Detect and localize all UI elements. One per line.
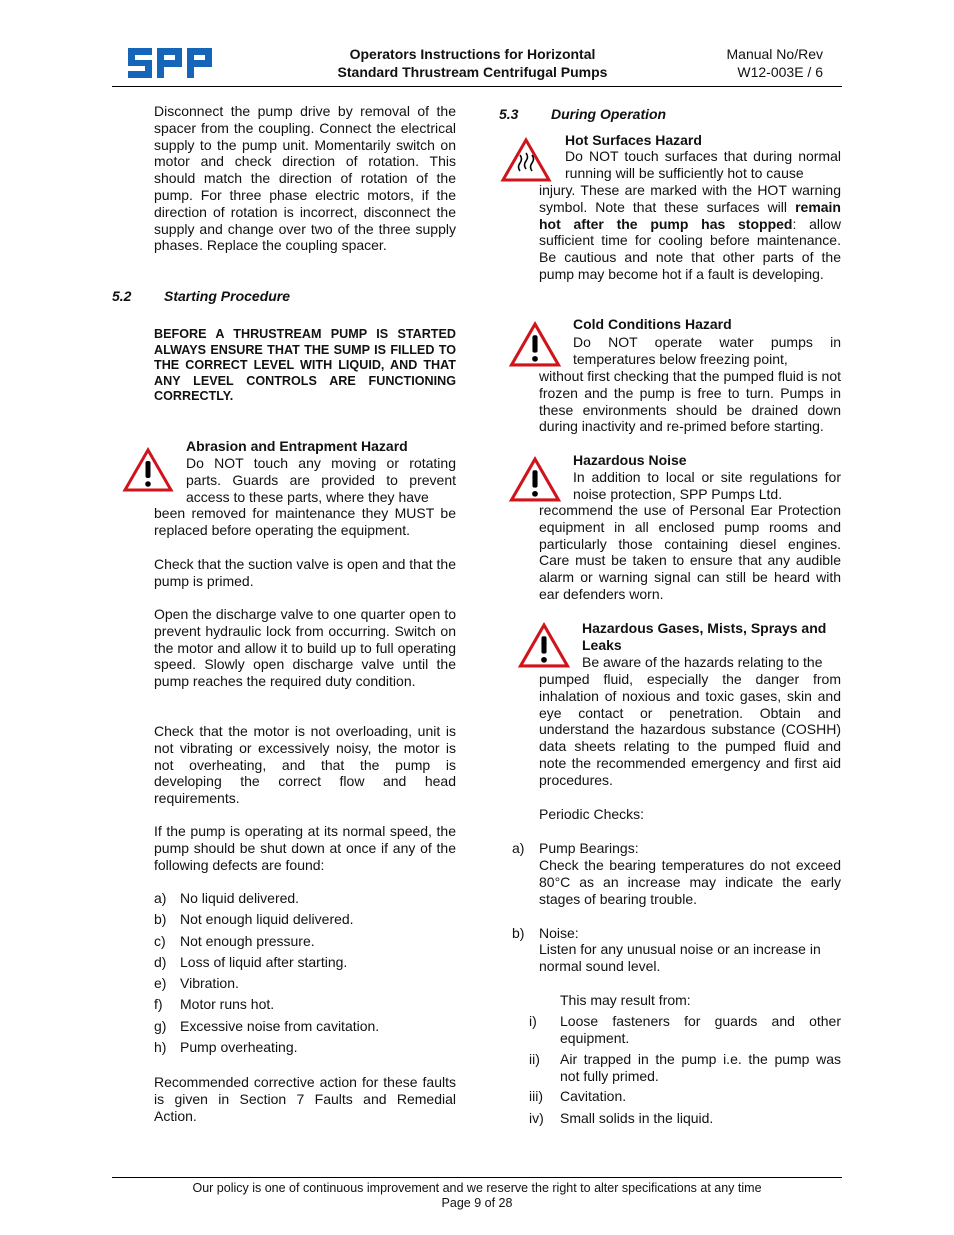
page-number: Page 9 of 28	[441, 1196, 513, 1210]
warning-triangle-icon	[122, 447, 174, 493]
footer-policy: Our policy is one of continuous improvement and we reserve the right to alter specifications at any time	[192, 1181, 762, 1195]
shutdown-paragraph: If the pump is operating at its normal speed, the pump should be shut down at once if any of the following defects are found:	[154, 823, 456, 873]
section-title: Starting Procedure	[164, 288, 291, 304]
list-item	[154, 995, 456, 1016]
spp-logo	[128, 48, 212, 83]
abrasion-hazard-text: Do NOT touch any moving or rotating parts. Guards are provided to prevent access to these parts, where they have	[186, 455, 456, 505]
title-line-2: Standard Thrustream Centrifugal Pumps	[337, 64, 608, 80]
list-label: h)	[154, 1039, 167, 1056]
causes-list	[529, 1013, 841, 1132]
list-text: Pump overheating.	[180, 1039, 298, 1056]
list-item	[529, 1110, 841, 1132]
hazardous-gases-text-continued: pumped fluid, especially the danger from inhalation of noxious and toxic gases, skin and eye contact or penetration. Obtain and understand the hazardous substance (COSHH) data sheets relating to the pumped fluid and note the recommended emergency and first aid procedures.	[539, 671, 841, 788]
hot-surfaces-text-continued	[539, 182, 841, 283]
pump-bearings-title: Pump Bearings:	[539, 840, 639, 856]
list-item	[154, 889, 456, 910]
list-label: e)	[154, 975, 167, 992]
list-text: Excessive noise from cavitation.	[180, 1017, 380, 1034]
hot-surfaces-text: Do NOT touch surfaces that during normal running will be sufficiently hot to cause	[565, 148, 841, 181]
list-item	[154, 1038, 456, 1059]
noise-title: Noise:	[539, 925, 579, 941]
intro-paragraph: Disconnect the pump drive by removal of the spacer from the coupling. Connect the electrical supply to the pump unit. Momentarily switch on motor and check direction of rotation. This should match the direction of rotation of the pump. For three phase electric motors, if the direction of rotation is incorrect, disconnect the supply and change over two of the three supply phases. Replace the coupling spacer.	[154, 103, 456, 254]
list-item	[154, 910, 456, 931]
item-a-label: a)	[512, 840, 525, 856]
list-text: No liquid delivered.	[180, 890, 300, 906]
document-title	[300, 45, 645, 81]
cold-conditions-text: Do NOT operate water pumps in temperatures below freezing point,	[573, 334, 841, 367]
list-item	[154, 932, 456, 953]
abrasion-hazard-title: Abrasion and Entrapment Hazard	[186, 438, 408, 454]
hot-text-emphasis: remain hot after the pump has stopped	[539, 198, 841, 232]
list-item	[154, 953, 456, 974]
list-label: f)	[154, 996, 163, 1013]
list-label: g)	[154, 1017, 167, 1034]
list-label: b)	[154, 911, 167, 928]
list-text: Not enough liquid delivered.	[180, 911, 354, 928]
motor-check-paragraph: Check that the motor is not overloading, unit is not vibrating or excessively noisy, the motor is not overheating, and that the pump is developing the correct flow and head requirements.	[154, 723, 456, 807]
item-b-label: b)	[512, 925, 525, 941]
manual-number	[690, 45, 823, 81]
sump-warning: BEFORE A THRUSTREAM PUMP IS STARTED ALWAYS ENSURE THAT THE SUMP IS FILLED TO THE CORRECT LEVEL WITH LIQUID, AND THAT ANY LEVEL CONTROLS ARE FUNCTIONING CORRECTLY.	[154, 327, 456, 403]
periodic-checks-heading: Periodic Checks:	[539, 806, 645, 822]
warning-triangle-icon	[508, 321, 562, 368]
list-label: d)	[154, 953, 167, 970]
cold-conditions-text-continued: without first checking that the pumped fluid is not frozen and the pump is free to turn. Pumps in these environments should be drained down during inactivity and re-primed before starting.	[539, 368, 841, 435]
list-text: Air trapped in the pump i.e. the pump was not fully primed.	[560, 1051, 841, 1084]
noise-text: Listen for any unusual noise or an increase in normal sound level.	[539, 941, 821, 974]
list-text: Loose fasteners for guards and other equipment.	[560, 1013, 841, 1046]
corrective-action-paragraph: Recommended corrective action for these faults is given in Section 7 Faults and Remedial Action.	[154, 1074, 456, 1124]
footer-rule	[112, 1177, 842, 1178]
list-item	[154, 974, 456, 995]
list-text: Cavitation.	[560, 1088, 627, 1104]
manual-label: Manual No/Rev	[726, 46, 823, 62]
hazardous-noise-text-continued: recommend the use of Personal Ear Protection equipment in all enclosed pump rooms and particularly those containing diesel engines. Care must be taken to ensure that any audible alarm or warning signal can still be heard with ear defenders worn.	[539, 502, 841, 602]
section-5-2-heading	[112, 288, 290, 304]
hazardous-gases-text: Be aware of the hazards relating to the	[582, 654, 823, 670]
list-item	[529, 1051, 841, 1088]
section-5-3-heading	[499, 106, 666, 122]
list-text: Small solids in the liquid.	[560, 1110, 714, 1126]
list-label: c)	[154, 932, 166, 949]
section-number: 5.2	[112, 288, 132, 304]
list-label: iii)	[529, 1088, 543, 1104]
may-result-text: This may result from:	[560, 992, 691, 1008]
hazardous-noise-text: In addition to local or site regulations for noise protection, SPP Pumps Ltd.	[573, 469, 841, 502]
discharge-paragraph: Open the discharge valve to one quarter open to prevent hydraulic lock from occurring. Switch on the motor and allow it to build up to full operating speed. Slowly open discharge valve until the pump reaches the required duty condition.	[154, 606, 456, 690]
hazardous-noise-title: Hazardous Noise	[573, 452, 687, 468]
manual-revision: W12-003E / 6	[737, 64, 823, 80]
list-text: Not enough pressure.	[180, 932, 315, 949]
list-text: Vibration.	[180, 975, 239, 992]
title-line-1: Operators Instructions for Horizontal	[349, 46, 596, 62]
pump-bearings-text: Check the bearing temperatures do not exceed 80°C as an increase may indicate the early stages of bearing trouble.	[539, 857, 841, 907]
header-rule	[112, 86, 842, 87]
section-title: During Operation	[551, 106, 667, 122]
list-label: iv)	[529, 1110, 544, 1126]
warning-triangle-icon	[508, 456, 562, 503]
suction-paragraph: Check that the suction valve is open and that the pump is primed.	[154, 556, 456, 589]
list-label: i)	[529, 1013, 537, 1029]
defect-list	[154, 889, 456, 1059]
hot-surfaces-title: Hot Surfaces Hazard	[565, 132, 702, 148]
hot-text-part: : allow sufficient time for cooling before maintenance. Be cautious and note that other parts of the pump may become hot if a fault is developing.	[539, 215, 841, 282]
list-item	[529, 1013, 841, 1051]
list-item	[154, 1017, 456, 1038]
list-label: a)	[154, 890, 167, 906]
abrasion-hazard-text-continued: been removed for maintenance they MUST be replaced before operating the equipment.	[154, 505, 456, 538]
cold-conditions-title: Cold Conditions Hazard	[573, 316, 732, 332]
list-item	[529, 1088, 841, 1110]
list-text: Motor runs hot.	[180, 996, 275, 1013]
list-label: ii)	[529, 1051, 540, 1067]
warning-triangle-icon	[517, 622, 571, 669]
hot-text-part: injury. These are marked with the HOT warning symbol. Note that these surfaces will	[539, 182, 841, 215]
section-number: 5.3	[499, 106, 519, 122]
hot-surface-warning-icon	[500, 137, 552, 183]
hazardous-gases-title: Hazardous Gases, Mists, Sprays and Leaks	[582, 620, 827, 653]
list-text: Loss of liquid after starting.	[180, 953, 348, 970]
